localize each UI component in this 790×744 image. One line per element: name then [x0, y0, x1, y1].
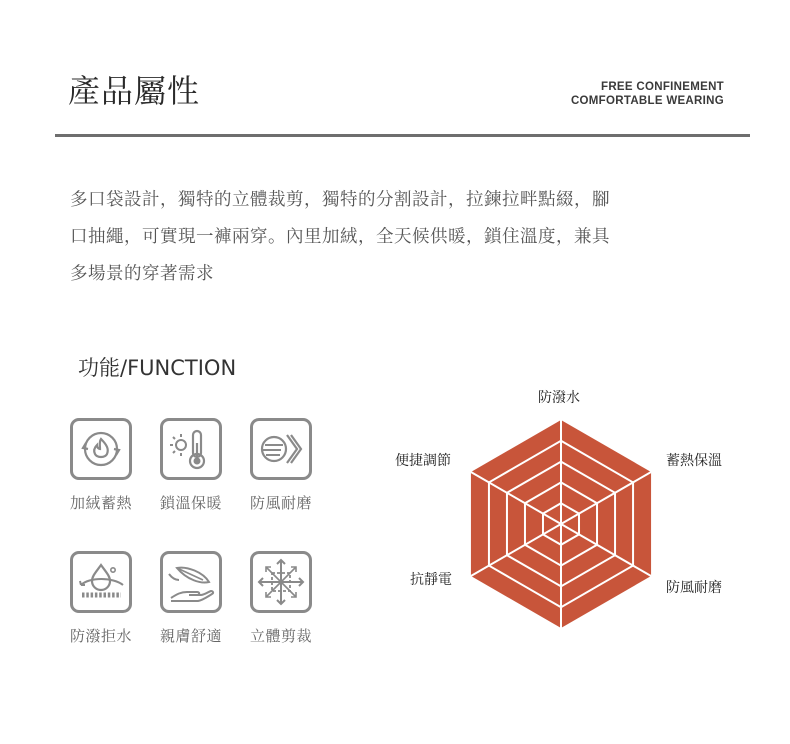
feather-hand-icon — [160, 551, 222, 613]
wind-shield-icon — [250, 418, 312, 480]
page-title: 產品屬性 — [68, 72, 201, 110]
description-line-2: 口抽繩，可實現一褲兩穿。內里加絨，全天候供暖，鎖住溫度，兼具 — [70, 227, 610, 247]
product-description — [70, 182, 720, 293]
radar-axis-upper-left: 便捷調節 — [395, 453, 451, 469]
radar-chart — [461, 418, 661, 630]
feature-label-skin-friendly: 親膚舒適 — [160, 627, 223, 645]
feature-label-windproof: 防風耐磨 — [250, 494, 313, 512]
radar-axis-upper-right: 蓄熱保溫 — [666, 453, 722, 469]
feature-label-3d-cut: 立體剪裁 — [250, 627, 313, 645]
radar-axis-lower-left: 抗靜電 — [410, 572, 452, 588]
description-line-3: 多場景的穿著需求 — [70, 264, 214, 284]
feature-label-keep-warm: 鎖溫保暖 — [160, 494, 223, 512]
radar-axis-top: 防潑水 — [538, 390, 580, 406]
thermometer-sun-icon — [160, 418, 222, 480]
feature-label-warmth: 加絨蓄熱 — [70, 494, 133, 512]
function-title: 功能/FUNCTION — [78, 356, 237, 380]
tagline — [571, 80, 724, 108]
water-drop-icon — [70, 551, 132, 613]
warmth-fire-icon — [70, 418, 132, 480]
radar-axis-lower-right: 防風耐磨 — [666, 580, 722, 596]
header-divider — [55, 134, 750, 137]
tagline-line-2: COMFORTABLE WEARING — [570, 95, 724, 107]
feature-label-waterproof: 防潑拒水 — [70, 627, 133, 645]
tagline-line-1: FREE CONFINEMENT — [601, 81, 724, 93]
description-line-1: 多口袋設計，獨特的立體裁剪，獨特的分割設計，拉鍊拉畔點綴，腳 — [70, 190, 610, 210]
stretch-arrows-icon — [250, 551, 312, 613]
